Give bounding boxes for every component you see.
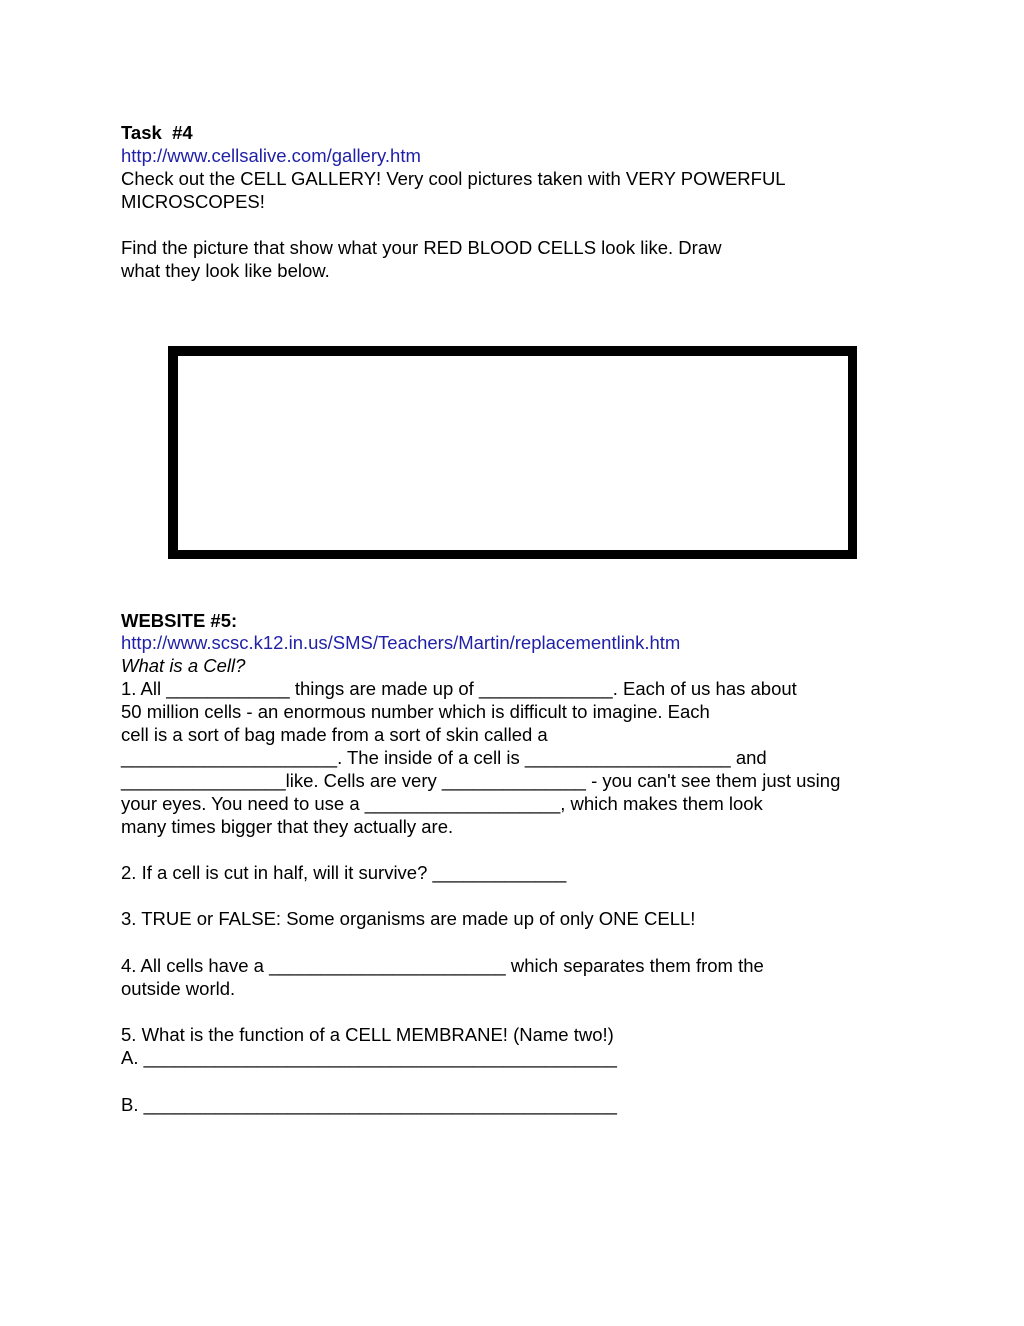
task4-intro-line2: MICROSCOPES! xyxy=(121,191,265,212)
q4-line2: outside world. xyxy=(121,978,236,999)
task4-heading: Task #4 xyxy=(121,122,193,143)
website5-subtitle: What is a Cell? xyxy=(121,655,246,676)
q1-line: 1. All ____________ things are made up of _____________. Each of us has about xyxy=(121,678,797,699)
drawing-box xyxy=(168,346,857,559)
task4-instruction-line1: Find the picture that show what your RED BLOOD CELLS look like. Draw xyxy=(121,237,722,258)
q1-line: _____________________. The inside of a cell is ____________________ and xyxy=(121,747,767,768)
q1-line: 50 million cells - an enormous number which is difficult to imagine. Each xyxy=(121,701,710,722)
q1-line: your eyes. You need to use a ___________________, which makes them look xyxy=(121,793,763,814)
task4-intro-line1: Check out the CELL GALLERY! Very cool pictures taken with VERY POWERFUL xyxy=(121,168,786,189)
task4-instruction-line2: what they look like below. xyxy=(121,260,330,281)
website5-url-link[interactable]: http://www.scsc.k12.in.us/SMS/Teachers/Martin/replacementlink.htm xyxy=(121,632,681,653)
website5-heading: WEBSITE #5: xyxy=(121,610,238,631)
task4-url-link[interactable]: http://www.cellsalive.com/gallery.htm xyxy=(121,145,421,166)
q5-text: 5. What is the function of a CELL MEMBRANE! (Name two!) xyxy=(121,1024,614,1045)
q5-answer-a: A. ______________________________________________ xyxy=(121,1047,617,1068)
q3-text: 3. TRUE or FALSE: Some organisms are made up of only ONE CELL! xyxy=(121,908,696,929)
q2-text: 2. If a cell is cut in half, will it survive? _____________ xyxy=(121,862,567,883)
q4-line1: 4. All cells have a _______________________ which separates them from the xyxy=(121,955,764,976)
q1-line: ________________like. Cells are very ______________ - you can't see them just using xyxy=(121,770,841,791)
q1-line: many times bigger that they actually are. xyxy=(121,816,454,837)
q5-answer-b: B. ______________________________________________ xyxy=(121,1094,617,1115)
q1-line: cell is a sort of bag made from a sort of skin called a xyxy=(121,724,548,745)
